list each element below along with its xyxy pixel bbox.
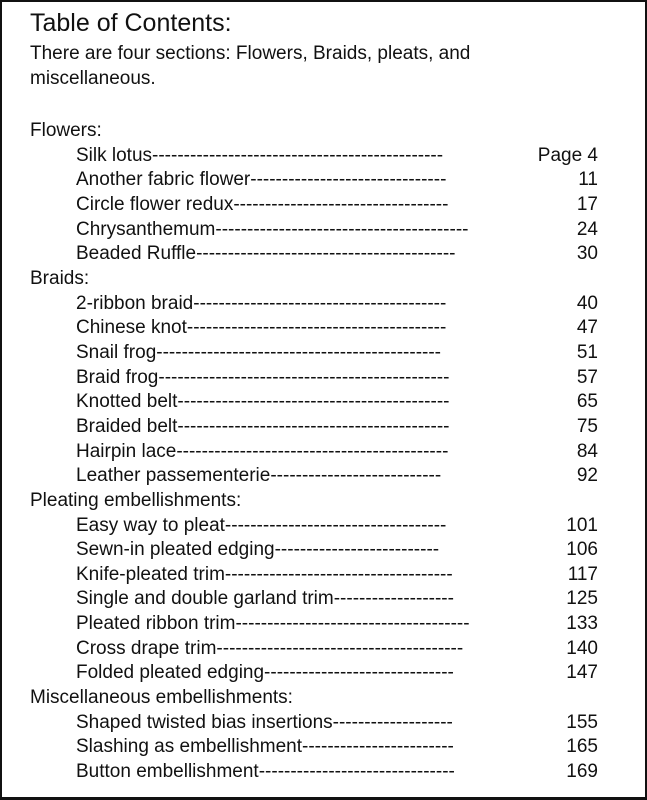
toc-entry: [2, 144, 645, 169]
toc-entry: [2, 661, 645, 686]
entry-label: [76, 563, 500, 588]
dot-leader: -------------------------------------------: [177, 391, 450, 413]
entry-title: Single and double garland trim: [76, 588, 334, 610]
dot-leader: ---------------------------------------------: [156, 341, 442, 363]
entry-label: [76, 218, 500, 243]
entry-title: Sewn-in pleated edging: [76, 539, 275, 561]
entry-label: [76, 415, 500, 440]
toc-entry: [2, 711, 645, 736]
toc-entry: [2, 637, 645, 662]
dot-leader: -------------------: [333, 588, 454, 610]
toc-entry: [2, 760, 645, 785]
entry-title: Chinese knot: [76, 317, 187, 339]
dot-leader: ---------------------------------------: [216, 637, 464, 659]
toc-entry: [2, 316, 645, 341]
entry-label: [76, 366, 500, 391]
dot-leader: ----------------------------------------: [193, 292, 447, 314]
toc-entry: [2, 242, 645, 267]
entry-label: [76, 316, 500, 341]
page-number: 40: [576, 292, 598, 314]
toc-entry: [2, 464, 645, 489]
entry-title: Folded pleated edging: [76, 662, 265, 684]
dot-leader: -------------------------------------------: [176, 440, 449, 462]
dot-leader: ---------------------------: [270, 465, 442, 487]
entry-label: [76, 341, 500, 366]
dot-leader: ----------------------------------: [233, 193, 449, 215]
toc-entry: [2, 612, 645, 637]
page-number: 84: [576, 440, 598, 462]
entry-label: [76, 735, 500, 760]
entry-title: Knotted belt: [76, 391, 178, 413]
entry-title: Cross drape trim: [76, 637, 217, 659]
entry-label: [76, 168, 500, 193]
entry-label: [76, 612, 500, 637]
page-number: 169: [566, 761, 598, 783]
entry-title: 2-ribbon braid: [76, 292, 194, 314]
toc-entry: [2, 538, 645, 563]
entry-title: Braid frog: [76, 366, 159, 388]
toc-entry: [2, 366, 645, 391]
toc-entry: [2, 292, 645, 317]
dot-leader: -------------------------------: [250, 169, 447, 191]
page-number: 165: [566, 736, 598, 758]
dot-leader: ----------------------------------------------: [152, 144, 444, 166]
entry-label: [76, 538, 500, 563]
section-heading: Miscellaneous embellishments:: [30, 687, 293, 709]
entry-title: Hairpin lace: [76, 440, 177, 462]
entry-title: Snail frog: [76, 341, 157, 363]
dot-leader: ----------------------------------------------: [158, 366, 450, 388]
entry-label: [76, 144, 500, 169]
entry-label: [76, 637, 500, 662]
toc-entry: [2, 514, 645, 539]
page-number: 47: [576, 317, 598, 339]
toc-entry: [2, 587, 645, 612]
dot-leader: --------------------------: [274, 539, 440, 561]
entry-title: Beaded Ruffle: [76, 243, 197, 265]
page-number: 92: [576, 465, 598, 487]
dot-leader: -----------------------------------------: [186, 317, 447, 339]
toc-entry: [2, 341, 645, 366]
entry-label: [76, 440, 500, 465]
dot-leader: -------------------------------------------: [177, 415, 450, 437]
page-number: 75: [576, 415, 598, 437]
page-number: 57: [576, 366, 598, 388]
entry-label: [76, 390, 500, 415]
dot-leader: -------------------------------: [258, 761, 455, 783]
section-heading: Flowers:: [30, 120, 102, 141]
page-number: 101: [566, 514, 598, 536]
entry-title: Shaped twisted bias insertions: [76, 711, 333, 733]
dot-leader: ----------------------------------------: [215, 218, 469, 240]
page-number: 147: [566, 662, 598, 684]
dot-leader: -----------------------------------: [224, 514, 447, 536]
table-of-contents: [2, 119, 645, 785]
page-number: 24: [576, 218, 598, 240]
page-number: 51: [576, 341, 598, 363]
page-number: 30: [576, 243, 598, 265]
entry-title: Easy way to pleat: [76, 514, 225, 536]
entry-title: Button embellishment: [76, 761, 259, 783]
entry-label: [76, 292, 500, 317]
entry-title: Braided belt: [76, 415, 178, 437]
page-number: 117: [567, 563, 598, 585]
entry-title: Another fabric flower: [76, 169, 251, 191]
entry-label: [76, 587, 500, 612]
entry-title: Pleated ribbon trim: [76, 613, 236, 635]
intro-text: There are four sections: Flowers, Braids, pleats, and miscellaneous.: [30, 43, 471, 89]
dot-leader: -----------------------------------------: [196, 243, 456, 265]
page-number: 106: [566, 539, 598, 561]
toc-entry: [2, 193, 645, 218]
toc-entry: [2, 390, 645, 415]
toc-entry: [2, 218, 645, 243]
entry-label: [76, 760, 500, 785]
entry-label: [76, 193, 500, 218]
section-heading: Braids:: [30, 267, 90, 289]
entry-label: [76, 514, 500, 539]
dot-leader: -------------------: [332, 711, 453, 733]
page-number: 17: [576, 193, 598, 215]
entry-title: Chrysanthemum: [76, 218, 216, 240]
dot-leader: -------------------------------------: [235, 613, 470, 635]
page-number: 125: [566, 588, 598, 610]
entry-title: Leather passementerie: [76, 465, 271, 487]
dot-leader: ------------------------: [302, 736, 454, 758]
toc-entry: [2, 415, 645, 440]
entry-title: Silk lotus: [76, 144, 153, 166]
toc-entry: [2, 735, 645, 760]
entry-label: [76, 711, 500, 736]
page-number: 11: [578, 169, 598, 191]
entry-title: Slashing as embellishment: [76, 736, 303, 758]
entry-title: Knife-pleated trim: [76, 563, 225, 585]
page-title: Table of Contents:: [30, 9, 232, 37]
page-number: 155: [566, 711, 598, 733]
page-number: Page 4: [537, 144, 598, 166]
entry-label: [76, 464, 500, 489]
dot-leader: ------------------------------------: [224, 563, 453, 585]
toc-entry: [2, 440, 645, 465]
page-number: 140: [566, 637, 598, 659]
section-heading: Pleating embellishments:: [30, 489, 242, 511]
entry-label: [76, 242, 500, 267]
page-number: 133: [566, 613, 598, 635]
page-number: 65: [576, 391, 598, 413]
entry-title: Circle flower redux: [76, 193, 234, 215]
toc-entry: [2, 563, 645, 588]
dot-leader: ------------------------------: [264, 662, 454, 684]
toc-entry: [2, 168, 645, 193]
entry-label: [76, 661, 500, 686]
